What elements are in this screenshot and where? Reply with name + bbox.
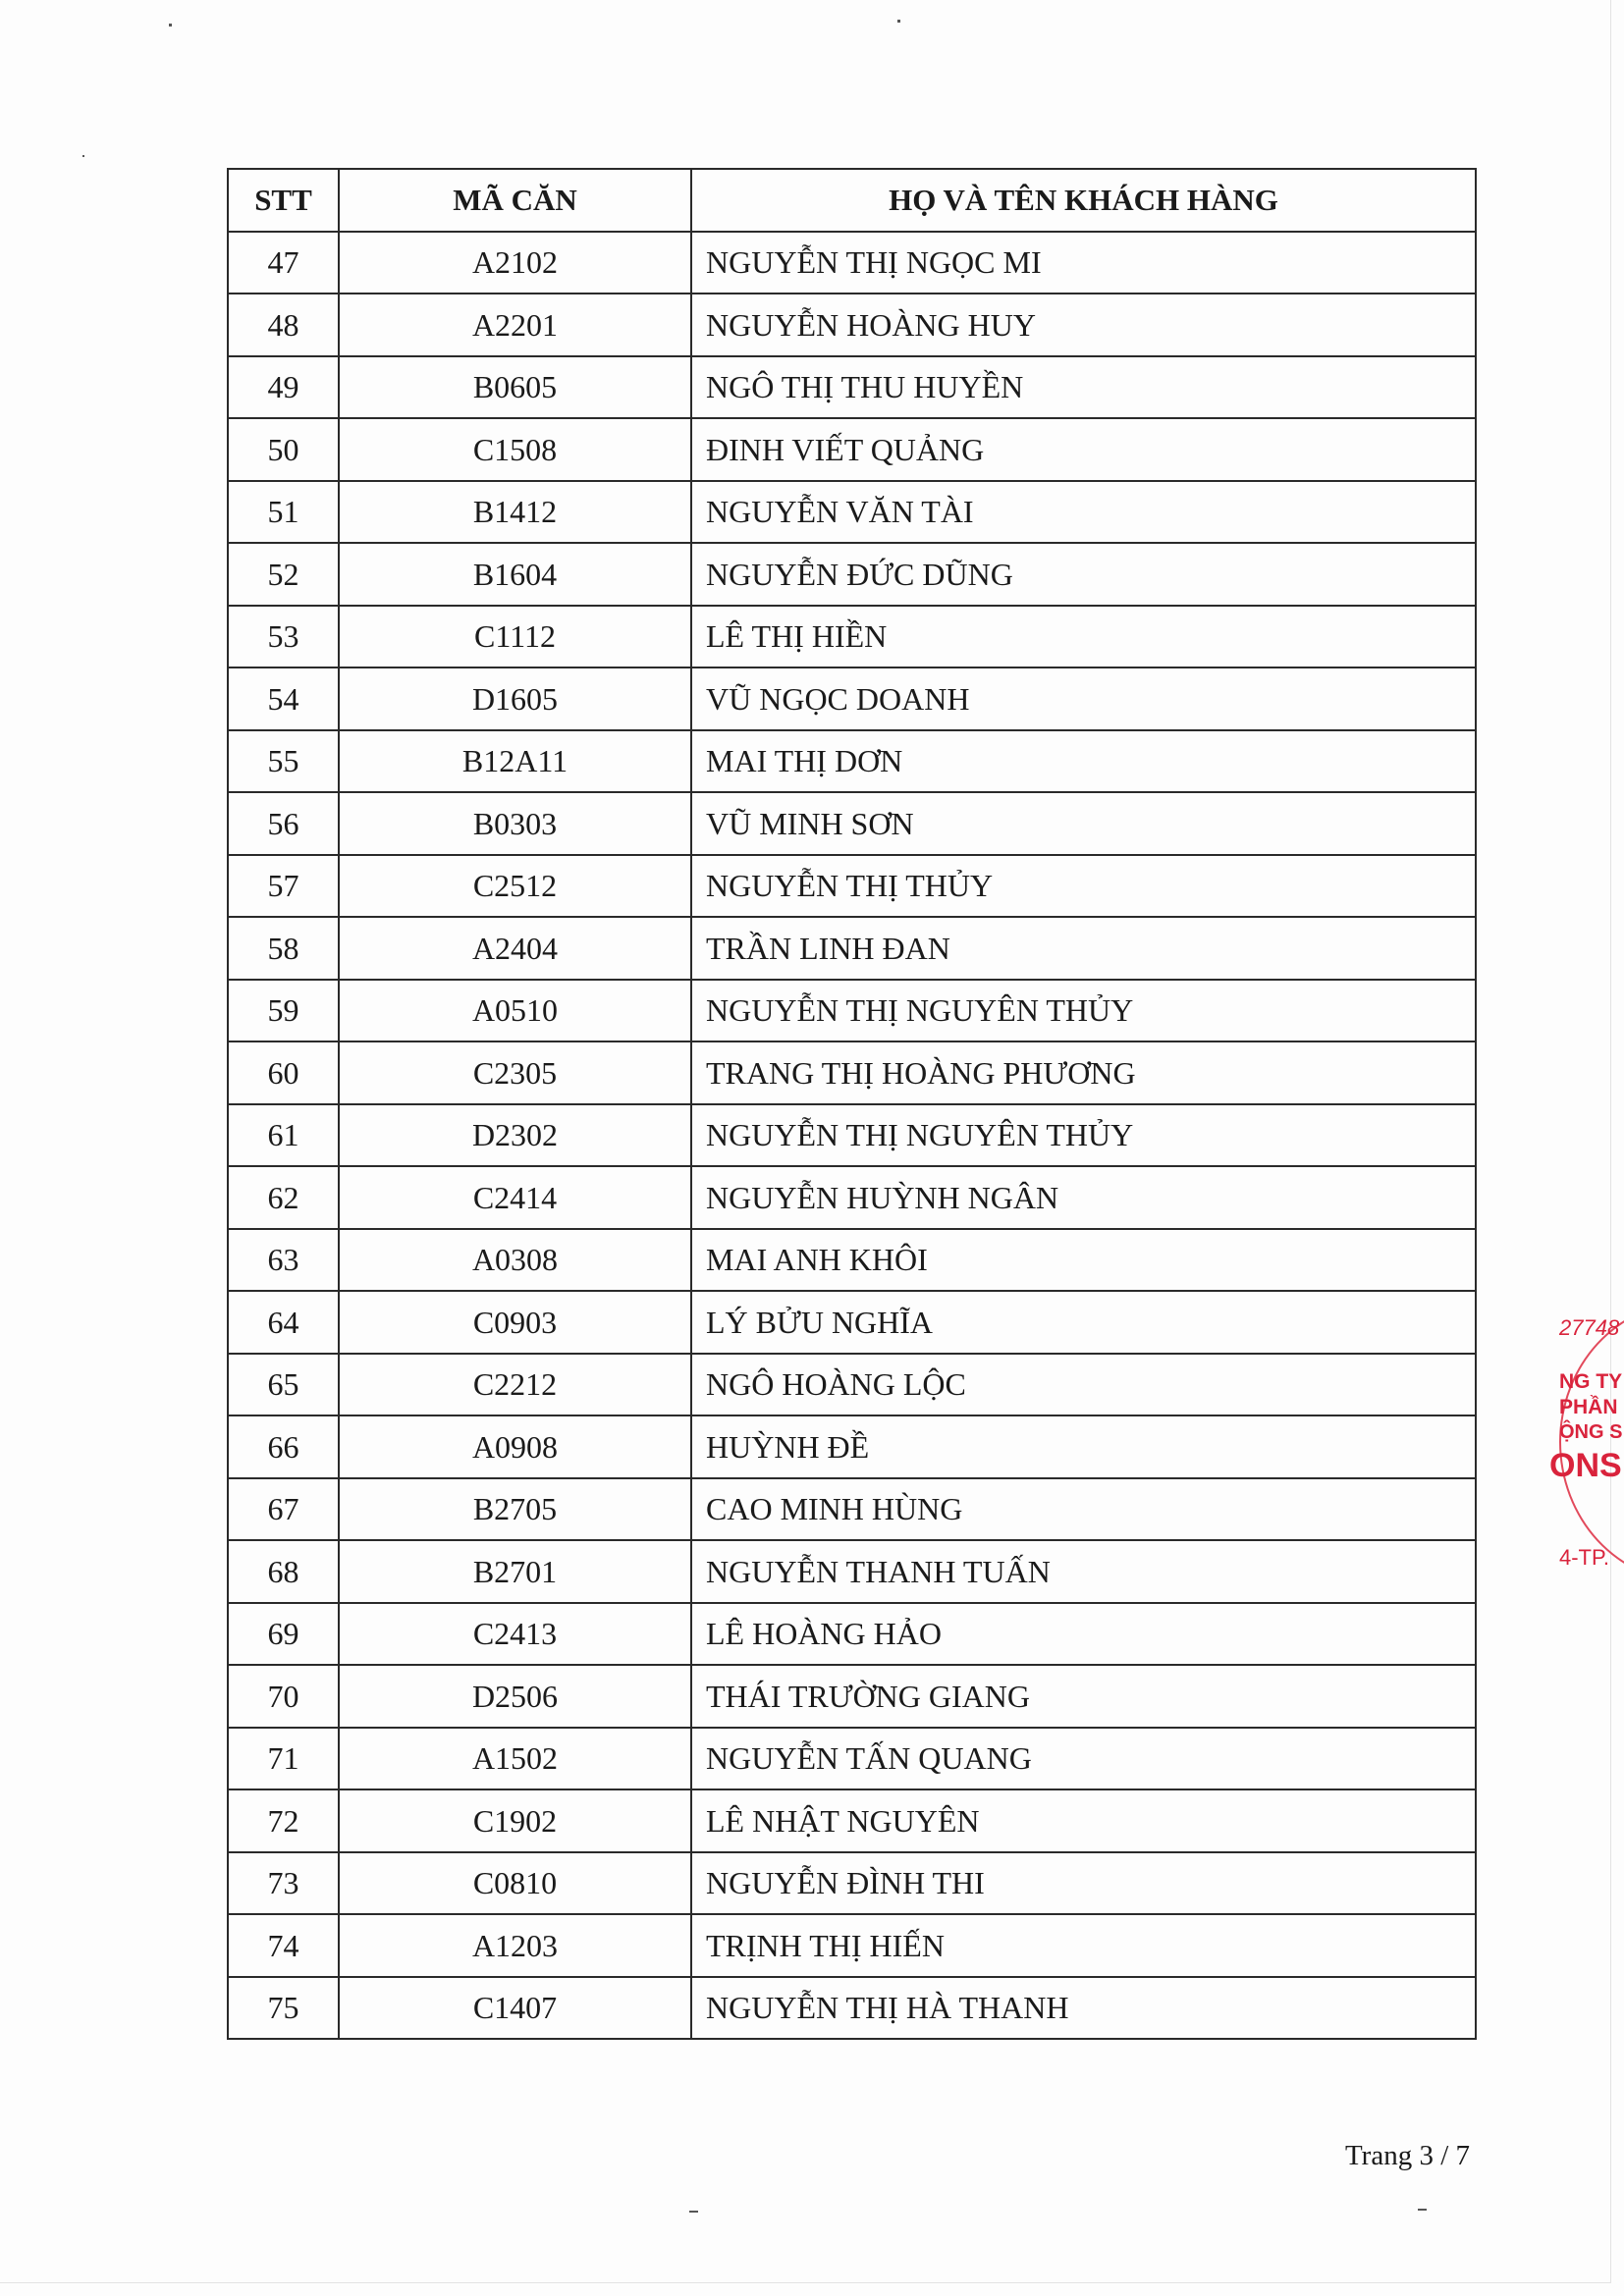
customer-table — [227, 168, 1477, 2040]
table-body — [228, 232, 1476, 2040]
row-unit-code: A1502 — [339, 1728, 691, 1790]
row-stt: 69 — [228, 1603, 339, 1666]
row-customer-name: HUỲNH ĐỀ — [691, 1415, 1476, 1478]
row-unit-code: B1412 — [339, 481, 691, 544]
seal-text-fragment: 27748 — [1559, 1315, 1620, 1340]
table-row — [228, 1665, 1476, 1728]
table-row — [228, 1415, 1476, 1478]
row-stt: 58 — [228, 917, 339, 980]
row-customer-name: NGÔ THỊ THU HUYỀN — [691, 356, 1476, 419]
table-row — [228, 418, 1476, 481]
row-unit-code: B12A11 — [339, 730, 691, 793]
row-customer-name: LÊ THỊ HIỀN — [691, 606, 1476, 668]
seal-text-fragment: ONS — [1549, 1447, 1622, 1484]
table-row — [228, 1852, 1476, 1915]
table-row — [228, 855, 1476, 918]
table-row — [228, 1728, 1476, 1790]
table-header-row — [228, 169, 1476, 232]
row-customer-name: CAO MINH HÙNG — [691, 1478, 1476, 1541]
row-stt: 61 — [228, 1104, 339, 1167]
table-row — [228, 1789, 1476, 1852]
scan-speck — [1418, 2209, 1427, 2211]
row-customer-name: TRỊNH THỊ HIẾN — [691, 1914, 1476, 1977]
row-unit-code: A2201 — [339, 294, 691, 356]
row-customer-name: NGUYỄN TẤN QUANG — [691, 1728, 1476, 1790]
row-stt: 49 — [228, 356, 339, 419]
seal-text-fragment: NG TY — [1559, 1370, 1623, 1393]
header-stt: STT — [228, 169, 339, 232]
row-customer-name: NGUYỄN THỊ NGUYÊN THỦY — [691, 1104, 1476, 1167]
row-unit-code: B0303 — [339, 792, 691, 855]
table-row — [228, 1229, 1476, 1292]
row-stt: 56 — [228, 792, 339, 855]
row-stt: 65 — [228, 1354, 339, 1416]
table-row — [228, 1914, 1476, 1977]
page-number: Trang 3 / 7 — [1344, 2140, 1470, 2171]
table-row — [228, 1354, 1476, 1416]
row-stt: 54 — [228, 667, 339, 730]
row-customer-name: ĐINH VIẾT QUẢNG — [691, 418, 1476, 481]
table-row — [228, 917, 1476, 980]
table-row — [228, 980, 1476, 1042]
table-row — [228, 481, 1476, 544]
row-unit-code: C1902 — [339, 1789, 691, 1852]
row-unit-code: A0908 — [339, 1415, 691, 1478]
row-customer-name: TRANG THỊ HOÀNG PHƯƠNG — [691, 1041, 1476, 1104]
header-customer-name: HỌ VÀ TÊN KHÁCH HÀNG — [691, 169, 1476, 232]
row-customer-name: NGUYỄN THỊ THỦY — [691, 855, 1476, 918]
table-row — [228, 232, 1476, 294]
row-stt: 62 — [228, 1166, 339, 1229]
row-unit-code: C0903 — [339, 1291, 691, 1354]
table-row — [228, 1603, 1476, 1666]
row-stt: 73 — [228, 1852, 339, 1915]
table-row — [228, 606, 1476, 668]
row-customer-name: VŨ MINH SƠN — [691, 792, 1476, 855]
row-customer-name: NGÔ HOÀNG LỘC — [691, 1354, 1476, 1416]
table-row — [228, 1104, 1476, 1167]
row-stt: 47 — [228, 232, 339, 294]
row-stt: 64 — [228, 1291, 339, 1354]
table-row — [228, 543, 1476, 606]
row-stt: 51 — [228, 481, 339, 544]
row-unit-code: A0510 — [339, 980, 691, 1042]
row-unit-code: A2102 — [339, 232, 691, 294]
row-stt: 70 — [228, 1665, 339, 1728]
row-stt: 63 — [228, 1229, 339, 1292]
row-customer-name: NGUYỄN VĂN TÀI — [691, 481, 1476, 544]
table-row — [228, 356, 1476, 419]
seal-text-fragment: PHẦN — [1559, 1396, 1618, 1418]
table-row — [228, 730, 1476, 793]
table-row — [228, 1041, 1476, 1104]
row-stt: 50 — [228, 418, 339, 481]
row-unit-code: C2512 — [339, 855, 691, 918]
row-unit-code: C2212 — [339, 1354, 691, 1416]
table-row — [228, 1540, 1476, 1603]
row-stt: 60 — [228, 1041, 339, 1104]
scan-speck — [689, 2211, 698, 2213]
row-stt: 68 — [228, 1540, 339, 1603]
row-unit-code: C0810 — [339, 1852, 691, 1915]
row-customer-name: VŨ NGỌC DOANH — [691, 667, 1476, 730]
row-customer-name: NGUYỄN HUỲNH NGÂN — [691, 1166, 1476, 1229]
row-customer-name: NGUYỄN THỊ NGUYÊN THỦY — [691, 980, 1476, 1042]
table-row — [228, 1977, 1476, 2040]
row-stt: 71 — [228, 1728, 339, 1790]
row-stt: 57 — [228, 855, 339, 918]
row-unit-code: B0605 — [339, 356, 691, 419]
row-unit-code: A2404 — [339, 917, 691, 980]
table-row — [228, 667, 1476, 730]
row-unit-code: A1203 — [339, 1914, 691, 1977]
row-customer-name: THÁI TRƯỜNG GIANG — [691, 1665, 1476, 1728]
row-customer-name: LÝ BỬU NGHĨA — [691, 1291, 1476, 1354]
row-unit-code: D2302 — [339, 1104, 691, 1167]
row-unit-code: B2705 — [339, 1478, 691, 1541]
row-unit-code: D2506 — [339, 1665, 691, 1728]
header-unit-code: MÃ CĂN — [339, 169, 691, 232]
row-stt: 59 — [228, 980, 339, 1042]
row-stt: 75 — [228, 1977, 339, 2040]
row-customer-name: NGUYỄN THỊ HÀ THANH — [691, 1977, 1476, 2040]
row-unit-code: C1407 — [339, 1977, 691, 2040]
seal-text-fragment: 4-TP. — [1559, 1545, 1609, 1570]
scan-speck — [897, 20, 900, 23]
row-unit-code: B1604 — [339, 543, 691, 606]
row-customer-name: TRẦN LINH ĐAN — [691, 917, 1476, 980]
row-customer-name: NGUYỄN ĐÌNH THI — [691, 1852, 1476, 1915]
row-customer-name: NGUYỄN ĐỨC DŨNG — [691, 543, 1476, 606]
row-unit-code: B2701 — [339, 1540, 691, 1603]
row-stt: 53 — [228, 606, 339, 668]
row-stt: 72 — [228, 1789, 339, 1852]
row-stt: 48 — [228, 294, 339, 356]
table-row — [228, 1291, 1476, 1354]
row-customer-name: MAI ANH KHÔI — [691, 1229, 1476, 1292]
row-stt: 67 — [228, 1478, 339, 1541]
row-unit-code: D1605 — [339, 667, 691, 730]
row-customer-name: NGUYỄN THANH TUẤN — [691, 1540, 1476, 1603]
row-stt: 55 — [228, 730, 339, 793]
row-unit-code: C1508 — [339, 418, 691, 481]
row-unit-code: C1112 — [339, 606, 691, 668]
row-customer-name: NGUYỄN THỊ NGỌC MI — [691, 232, 1476, 294]
row-customer-name: LÊ HOÀNG HẢO — [691, 1603, 1476, 1666]
row-stt: 66 — [228, 1415, 339, 1478]
row-unit-code: C2414 — [339, 1166, 691, 1229]
row-stt: 52 — [228, 543, 339, 606]
table-row — [228, 1478, 1476, 1541]
row-unit-code: C2413 — [339, 1603, 691, 1666]
row-unit-code: C2305 — [339, 1041, 691, 1104]
company-seal — [1549, 1294, 1624, 1586]
row-customer-name: NGUYỄN HOÀNG HUY — [691, 294, 1476, 356]
row-customer-name: LÊ NHẬT NGUYÊN — [691, 1789, 1476, 1852]
table-row — [228, 1166, 1476, 1229]
scan-speck — [82, 155, 84, 157]
row-customer-name: MAI THỊ DƠN — [691, 730, 1476, 793]
row-stt: 74 — [228, 1914, 339, 1977]
table-row — [228, 294, 1476, 356]
scan-speck — [169, 24, 172, 27]
seal-text-fragment: ỘNG S — [1559, 1421, 1623, 1443]
row-unit-code: A0308 — [339, 1229, 691, 1292]
table-row — [228, 792, 1476, 855]
